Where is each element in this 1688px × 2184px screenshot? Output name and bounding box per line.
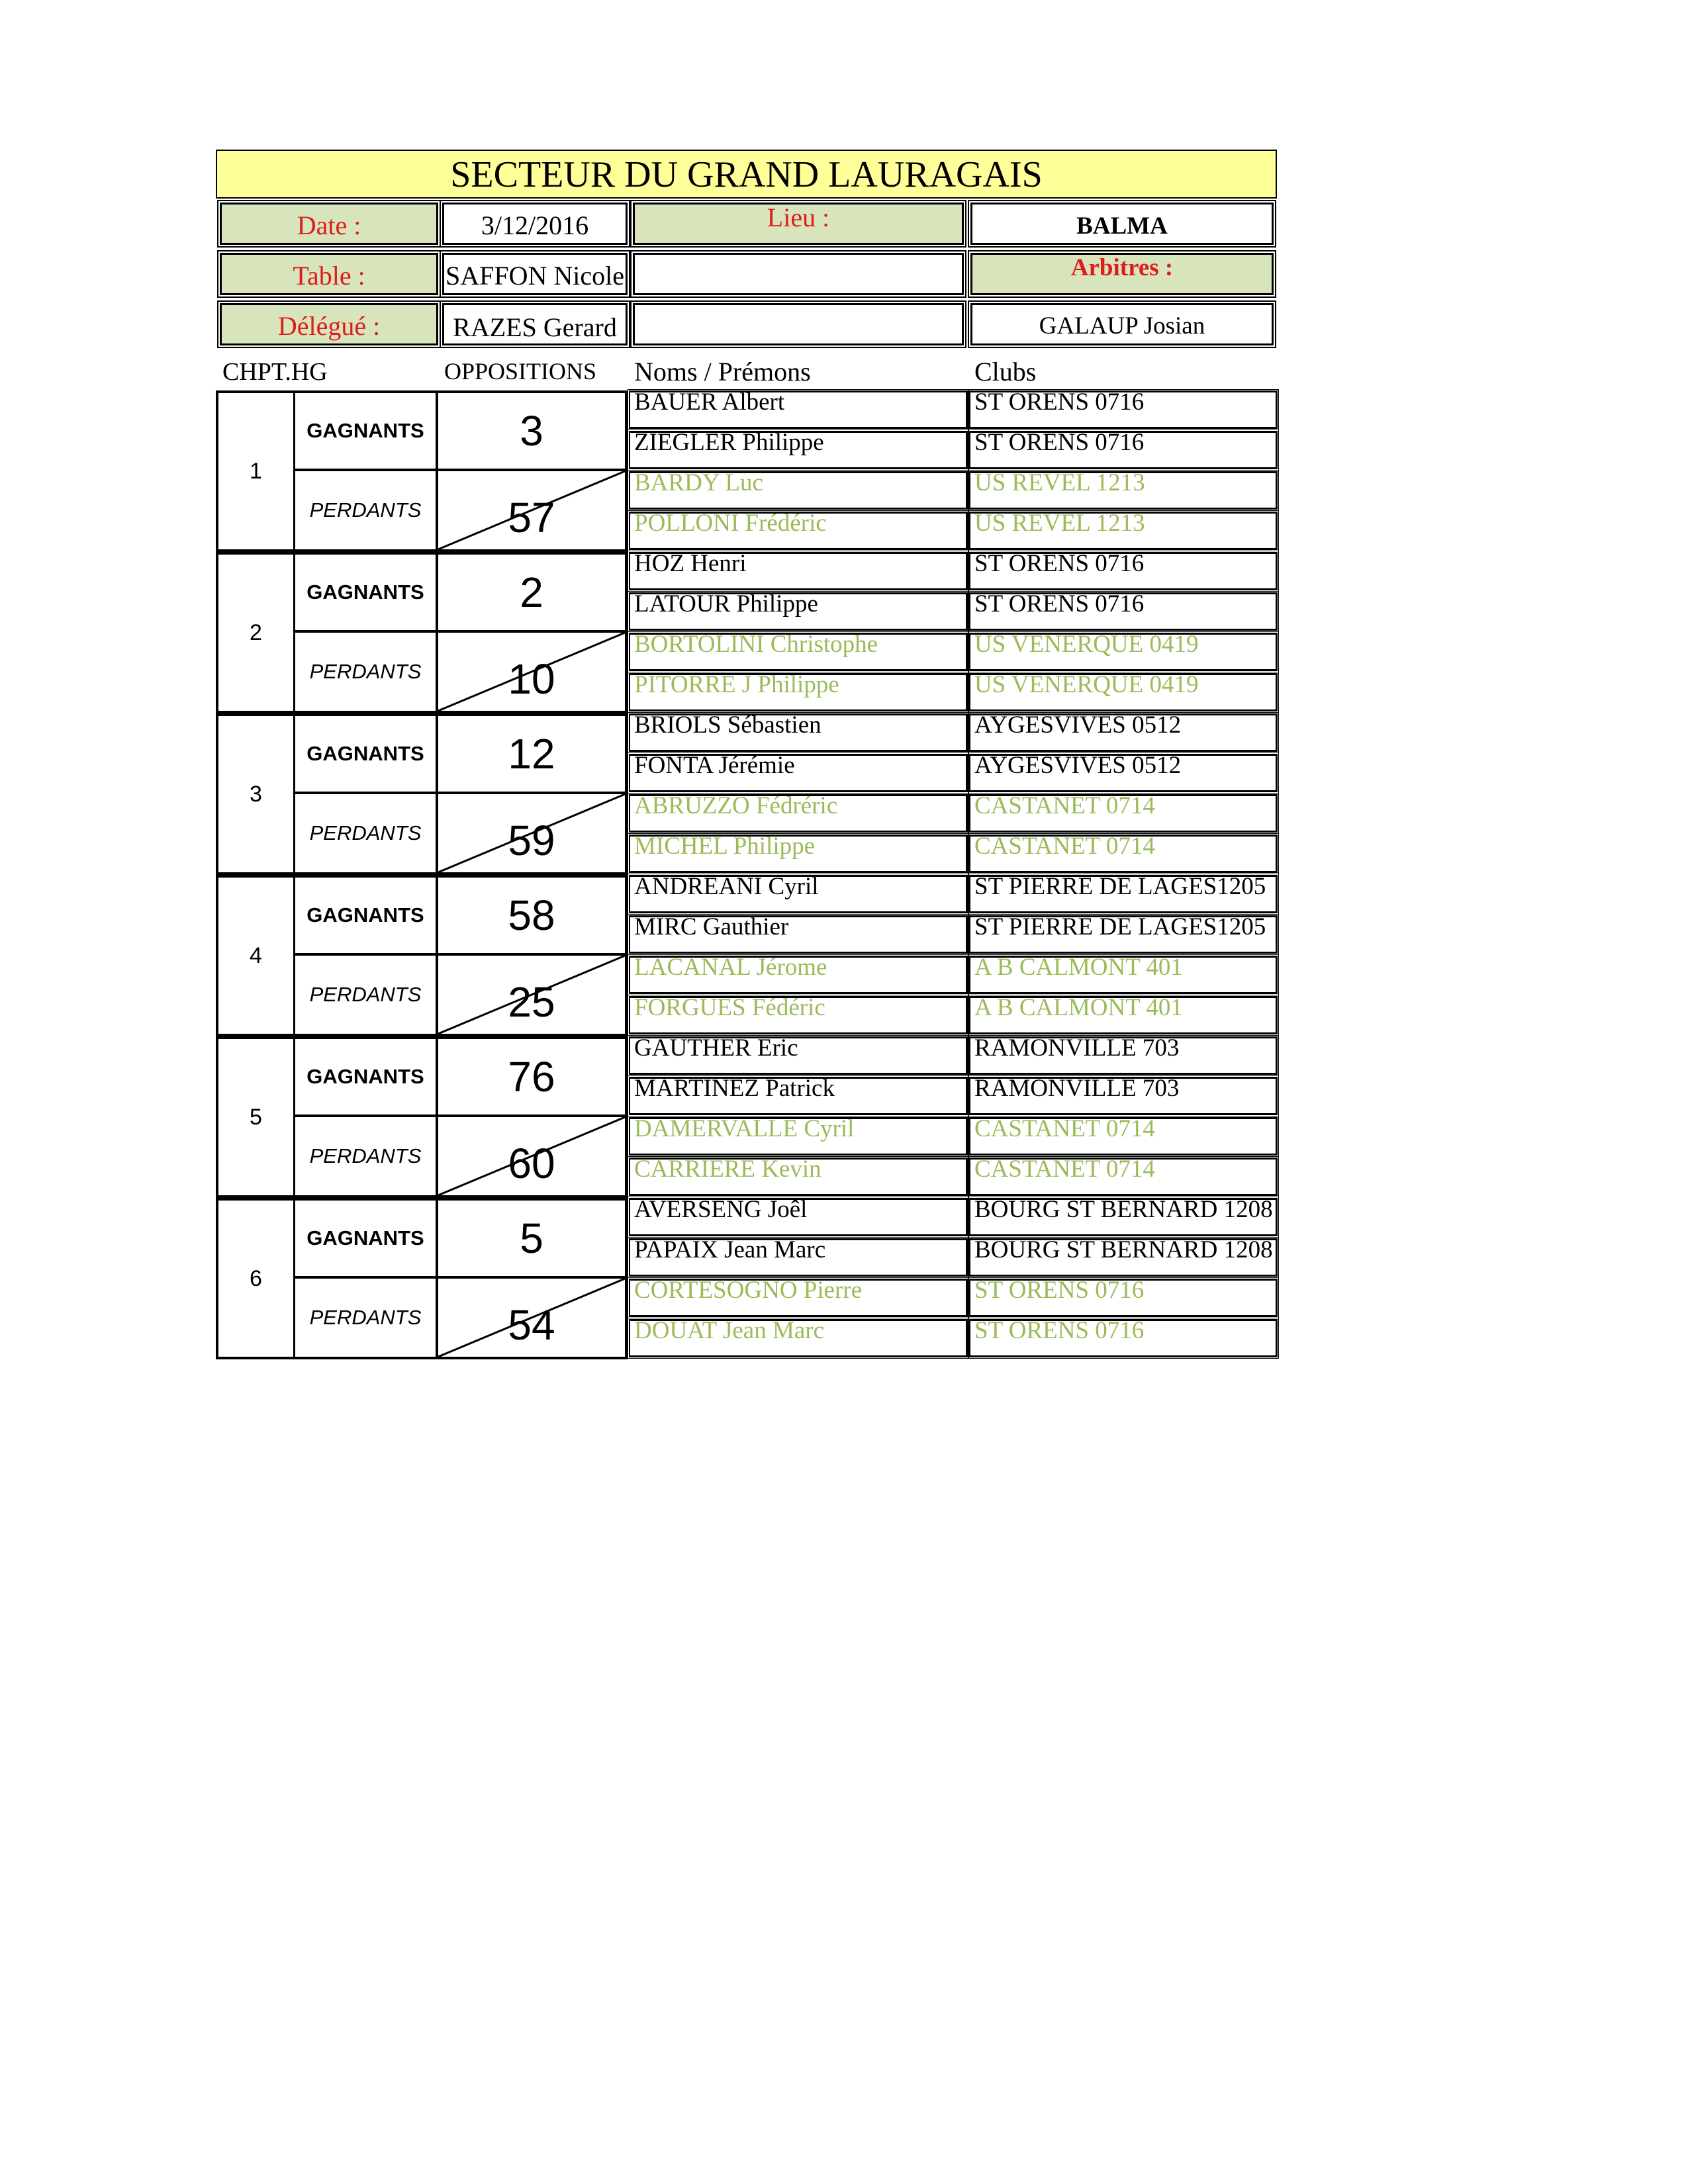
winner-name: GAUTHER Eric [629, 1036, 968, 1075]
strike-diagonal [438, 956, 625, 1034]
loser-score-cell [438, 1117, 628, 1198]
strike-line [438, 794, 625, 872]
loser-name: LACANAL Jérome [629, 956, 968, 994]
winners-label: GAGNANTS [295, 1036, 438, 1117]
winner-name: MARTINEZ Patrick [629, 1077, 968, 1115]
col-clubs: Clubs [974, 357, 1037, 387]
winner-score: 12 [438, 713, 628, 794]
match-number: 4 [216, 875, 295, 1036]
strike-diagonal [438, 1117, 625, 1195]
loser-club: CASTANET 0714 [969, 1158, 1278, 1196]
match-block [216, 552, 1278, 713]
loser-score-cell [438, 471, 628, 552]
col-chpt: CHPT.HG [222, 358, 328, 386]
winner-name: MIRC Gauthier [629, 915, 968, 954]
loser-name: DOUAT Jean Marc [629, 1319, 968, 1357]
loser-score: 57 [508, 494, 555, 541]
match-block [216, 713, 1278, 875]
table-label: Table : [220, 253, 438, 295]
lieu-value: BALMA [970, 203, 1274, 245]
loser-club: US VENERQUE 0419 [969, 633, 1278, 671]
match-block [216, 1036, 1278, 1198]
match-block [216, 390, 1278, 552]
date-value: 3/12/2016 [442, 203, 628, 245]
winners-label: GAGNANTS [295, 713, 438, 794]
winner-club: ST ORENS 0716 [969, 552, 1278, 590]
loser-score-cell [438, 633, 628, 713]
loser-score-cell [438, 1279, 628, 1359]
winner-club: AYGESVIVES 0512 [969, 713, 1278, 752]
winners-label: GAGNANTS [295, 1198, 438, 1279]
arbitres-label: Arbitres : [970, 253, 1274, 295]
losers-label: PERDANTS [295, 633, 438, 713]
winner-club: ST PIERRE DE LAGES1205 [969, 875, 1278, 913]
loser-name: BARDY Luc [629, 471, 968, 510]
losers-label: PERDANTS [295, 794, 438, 875]
losers-label: PERDANTS [295, 471, 438, 552]
winner-name: ANDREANI Cyril [629, 875, 968, 913]
loser-name: CARRIERE Kevin [629, 1158, 968, 1196]
winners-label: GAGNANTS [295, 390, 438, 471]
loser-score-cell [438, 956, 628, 1036]
loser-name: BORTOLINI Christophe [629, 633, 968, 671]
loser-score: 25 [508, 978, 555, 1026]
table-value: SAFFON Nicole [442, 253, 628, 295]
winners-label: GAGNANTS [295, 875, 438, 956]
winner-name: BAUER Albert [629, 390, 968, 429]
strike-line [438, 471, 625, 549]
delegue-value: RAZES Gerard [442, 303, 628, 345]
winners-label: GAGNANTS [295, 552, 438, 633]
loser-club: US REVEL 1213 [969, 471, 1278, 510]
loser-score-cell [438, 794, 628, 875]
delegue-extra-cell [633, 303, 964, 345]
loser-name: POLLONI Frédéric [629, 512, 968, 550]
date-label: Date : [220, 203, 438, 245]
winner-name: LATOUR Philippe [629, 592, 968, 631]
strike-line [438, 633, 625, 711]
winner-club: BOURG ST BERNARD 1208 [969, 1238, 1278, 1277]
match-number: 1 [216, 390, 295, 552]
loser-score: 54 [508, 1301, 555, 1349]
strike-line [438, 956, 625, 1034]
loser-club: A B CALMONT 401 [969, 956, 1278, 994]
winner-name: BRIOLS Sébastien [629, 713, 968, 752]
loser-club: ST ORENS 0716 [969, 1279, 1278, 1317]
winner-name: PAPAIX Jean Marc [629, 1238, 968, 1277]
winner-score: 5 [438, 1198, 628, 1279]
winner-name: AVERSENG Joêl [629, 1198, 968, 1236]
lieu-label: Lieu : [633, 203, 964, 245]
match-block [216, 1198, 1278, 1359]
winner-score: 3 [438, 390, 628, 471]
strike-diagonal [438, 1279, 625, 1357]
winner-name: ZIEGLER Philippe [629, 431, 968, 469]
strike-diagonal [438, 794, 625, 872]
strike-line [438, 1117, 625, 1195]
strike-diagonal [438, 633, 625, 711]
strike-line [438, 1279, 625, 1357]
winner-club: ST ORENS 0716 [969, 390, 1278, 429]
winner-club: RAMONVILLE 703 [969, 1036, 1278, 1075]
loser-club: ST ORENS 0716 [969, 1319, 1278, 1357]
loser-club: US VENERQUE 0419 [969, 673, 1278, 711]
winner-score: 76 [438, 1036, 628, 1117]
winner-club: ST ORENS 0716 [969, 592, 1278, 631]
loser-name: DAMERVALLE Cyril [629, 1117, 968, 1156]
loser-club: CASTANET 0714 [969, 794, 1278, 833]
loser-score: 59 [508, 817, 555, 864]
loser-score: 60 [508, 1140, 555, 1187]
winner-club: RAMONVILLE 703 [969, 1077, 1278, 1115]
col-noms: Noms / Prémons [634, 357, 811, 387]
delegue-label: Délégué : [220, 303, 438, 345]
match-number: 6 [216, 1198, 295, 1359]
loser-club: CASTANET 0714 [969, 1117, 1278, 1156]
loser-name: PITORRE J Philippe [629, 673, 968, 711]
loser-name: ABRUZZO Fédréric [629, 794, 968, 833]
winner-score: 58 [438, 875, 628, 956]
match-block [216, 875, 1278, 1036]
loser-club: A B CALMONT 401 [969, 996, 1278, 1034]
winner-club: ST PIERRE DE LAGES1205 [969, 915, 1278, 954]
match-number: 5 [216, 1036, 295, 1198]
strike-diagonal [438, 471, 625, 549]
losers-label: PERDANTS [295, 1279, 438, 1359]
winner-club: ST ORENS 0716 [969, 431, 1278, 469]
table-extra-cell [633, 253, 964, 295]
match-number: 3 [216, 713, 295, 875]
losers-label: PERDANTS [295, 956, 438, 1036]
loser-name: MICHEL Philippe [629, 835, 968, 873]
loser-club: US REVEL 1213 [969, 512, 1278, 550]
sheet-title: SECTEUR DU GRAND LAURAGAIS [216, 150, 1277, 199]
losers-label: PERDANTS [295, 1117, 438, 1198]
winner-club: AYGESVIVES 0512 [969, 754, 1278, 792]
loser-name: FORGUES Fédéric [629, 996, 968, 1034]
winner-club: BOURG ST BERNARD 1208 [969, 1198, 1278, 1236]
col-oppositions: OPPOSITIONS [444, 358, 597, 385]
loser-club: CASTANET 0714 [969, 835, 1278, 873]
winner-name: FONTA Jérémie [629, 754, 968, 792]
loser-name: CORTESOGNO Pierre [629, 1279, 968, 1317]
loser-score: 10 [508, 655, 555, 703]
arbitre-value: GALAUP Josian [970, 303, 1274, 345]
match-number: 2 [216, 552, 295, 713]
winner-score: 2 [438, 552, 628, 633]
winner-name: HOZ Henri [629, 552, 968, 590]
